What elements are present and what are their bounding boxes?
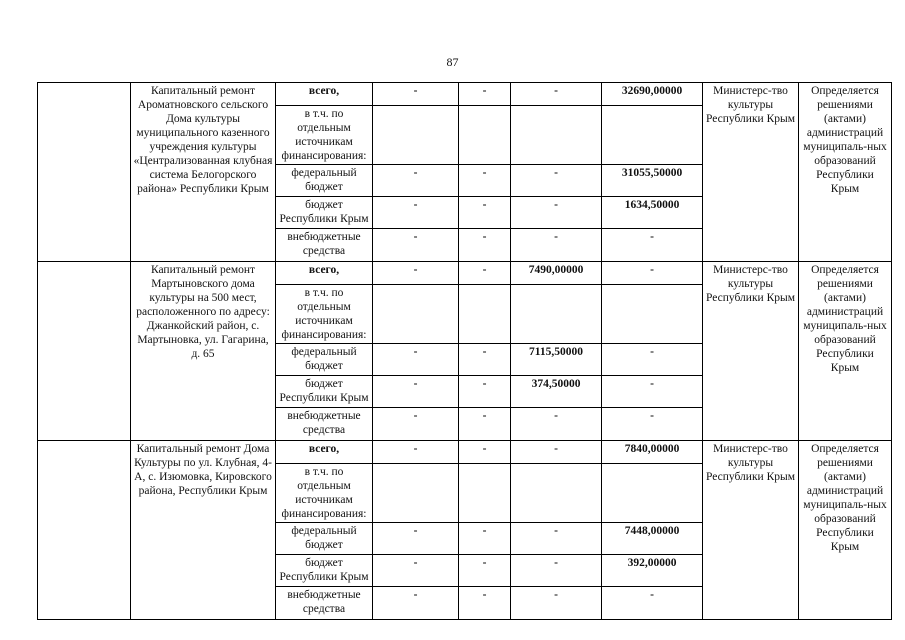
extrabudget-label: внебюджетные средства [276, 587, 373, 620]
ministry-cell: Министерс-тво культуры Республики Крым [703, 83, 799, 262]
value-cell: - [373, 441, 459, 464]
value-cell: - [459, 197, 511, 229]
value-cell: 7115,50000 [511, 344, 602, 376]
empty-cell [459, 285, 511, 344]
value-cell: - [511, 165, 602, 197]
value-cell: - [511, 587, 602, 620]
value-cell: - [373, 197, 459, 229]
empty-cell [602, 285, 703, 344]
empty-cell [459, 464, 511, 523]
value-cell: - [373, 376, 459, 408]
table-row [38, 441, 892, 464]
value-cell: - [602, 587, 703, 620]
empty-cell [602, 106, 703, 165]
value-cell: - [459, 376, 511, 408]
object-name-cell: Капитальный ремонт Дома Культуры по ул. Клубная, 4-А, с. Изюмовка, Кировского района, Республики Крым [131, 441, 276, 620]
value-cell: 1634,50000 [602, 197, 703, 229]
value-cell: - [373, 262, 459, 285]
extrabudget-label: внебюджетные средства [276, 229, 373, 262]
regional-label: бюджет Республики Крым [276, 197, 373, 229]
value-cell: 31055,50000 [602, 165, 703, 197]
empty-index-cell [38, 83, 131, 262]
value-cell: - [459, 229, 511, 262]
including-label: в т.ч. по отдельным источникам финансирования: [276, 464, 373, 523]
value-cell: 7840,00000 [602, 441, 703, 464]
value-cell: - [511, 197, 602, 229]
object-name-cell: Капитальный ремонт Мартыновского дома культуры на 500 мест, расположенного по адресу: Джанкойский район, с. Мартыновка, ул. Гагарина, д. 65 [131, 262, 276, 441]
value-cell: - [373, 165, 459, 197]
including-label: в т.ч. по отдельным источникам финансирования: [276, 285, 373, 344]
federal-label: федеральный бюджет [276, 344, 373, 376]
table-row [38, 83, 892, 106]
value-cell: - [511, 229, 602, 262]
extrabudget-label: внебюджетные средства [276, 408, 373, 441]
determined-cell: Определяется решениями (актами) администраций муниципаль-ных образований Республики Крым [799, 262, 892, 441]
page-number: 87 [446, 55, 459, 69]
empty-cell [602, 464, 703, 523]
empty-cell [511, 106, 602, 165]
value-cell: - [602, 344, 703, 376]
value-cell: 374,50000 [511, 376, 602, 408]
value-cell: - [602, 262, 703, 285]
total-label: всего, [276, 83, 373, 106]
empty-cell [511, 464, 602, 523]
value-cell: 7490,00000 [511, 262, 602, 285]
value-cell: - [511, 523, 602, 555]
empty-index-cell [38, 262, 131, 441]
value-cell: - [459, 262, 511, 285]
value-cell: - [373, 587, 459, 620]
ministry-cell: Министерс-тво культуры Республики Крым [703, 262, 799, 441]
object-name-cell: Капитальный ремонт Ароматновского сельского Дома культуры муниципального казенного учреждения культуры «Централизованная клубная система Белогорского района» Республики Крым [131, 83, 276, 262]
value-cell: - [511, 408, 602, 441]
value-cell: - [373, 555, 459, 587]
value-cell: - [373, 83, 459, 106]
empty-cell [373, 464, 459, 523]
empty-index-cell [38, 441, 131, 620]
value-cell: 392,00000 [602, 555, 703, 587]
total-label: всего, [276, 441, 373, 464]
value-cell: - [373, 344, 459, 376]
including-label: в т.ч. по отдельным источникам финансирования: [276, 106, 373, 165]
value-cell: 7448,00000 [602, 523, 703, 555]
value-cell: - [459, 408, 511, 441]
empty-cell [511, 285, 602, 344]
value-cell: - [459, 83, 511, 106]
value-cell: - [602, 376, 703, 408]
value-cell: - [373, 229, 459, 262]
value-cell: - [459, 441, 511, 464]
value-cell: - [459, 344, 511, 376]
empty-cell [373, 285, 459, 344]
value-cell: 32690,00000 [602, 83, 703, 106]
empty-cell [373, 106, 459, 165]
determined-cell: Определяется решениями (актами) администраций муниципаль-ных образований Республики Крым [799, 441, 892, 620]
value-cell: - [373, 523, 459, 555]
value-cell: - [511, 441, 602, 464]
value-cell: - [602, 229, 703, 262]
federal-label: федеральный бюджет [276, 165, 373, 197]
value-cell: - [459, 165, 511, 197]
federal-label: федеральный бюджет [276, 523, 373, 555]
ministry-cell: Министерс-тво культуры Республики Крым [703, 441, 799, 620]
value-cell: - [511, 555, 602, 587]
value-cell: - [459, 523, 511, 555]
value-cell: - [602, 408, 703, 441]
financing-table [37, 82, 892, 620]
value-cell: - [373, 408, 459, 441]
determined-cell: Определяется решениями (актами) администраций муниципаль-ных образований Республики Крым [799, 83, 892, 262]
value-cell: - [459, 555, 511, 587]
total-label: всего, [276, 262, 373, 285]
table-row [38, 262, 892, 285]
regional-label: бюджет Республики Крым [276, 555, 373, 587]
value-cell: - [459, 587, 511, 620]
value-cell: - [511, 83, 602, 106]
empty-cell [459, 106, 511, 165]
regional-label: бюджет Республики Крым [276, 376, 373, 408]
